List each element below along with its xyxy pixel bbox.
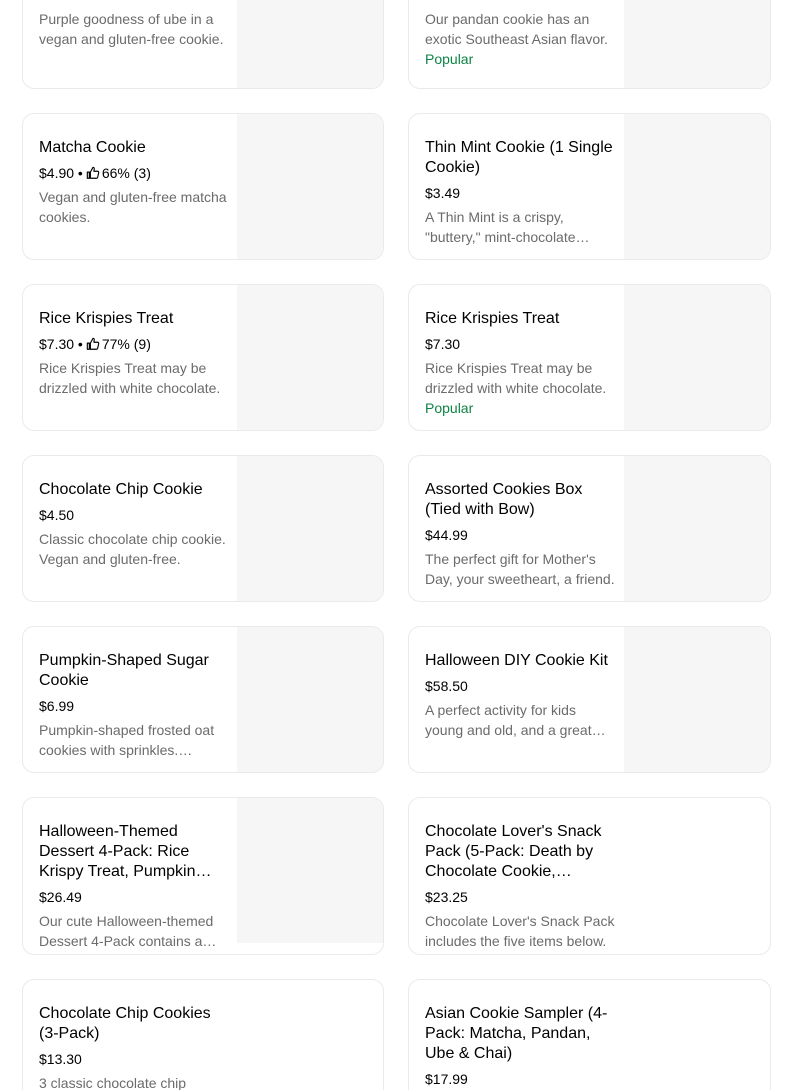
item-meta	[425, 676, 615, 696]
item-name: Chocolate Chip Cookies (3-Pack)	[39, 1005, 211, 1042]
item-image	[237, 114, 383, 259]
item-meta	[425, 183, 615, 203]
menu-item-card[interactable]	[22, 797, 384, 955]
item-price: $26.49	[39, 889, 82, 905]
item-name: Pumpkin-Shaped Sugar Cookie	[39, 652, 209, 689]
item-description: Pumpkin-shaped frosted oat cookies with sprinkles.	[39, 722, 215, 758]
popular-badge: Popular	[425, 400, 474, 416]
item-image	[624, 0, 770, 88]
item-price: $6.99	[39, 698, 75, 714]
menu-item-card[interactable]	[408, 626, 771, 773]
item-name: Halloween-Themed Dessert 4-Pack: Rice Krispy Treat, Pumpkin	[39, 823, 196, 880]
item-description: 3 classic chocolate chip	[39, 1075, 187, 1090]
menu-item-card[interactable]	[408, 0, 771, 89]
item-description: Chocolate Lover's Snack Pack includes the five items below.	[425, 913, 615, 949]
menu-item-card[interactable]	[408, 797, 771, 955]
item-rating: 66% (3)	[101, 165, 151, 181]
menu-item-card[interactable]	[22, 113, 384, 260]
item-description: A Thin Mint is a crispy, "buttery," mint-chocolate	[425, 209, 576, 245]
item-name: Asian Cookie Sampler (4-Pack: Matcha, Pandan, Ube & Chai)	[425, 1005, 608, 1062]
item-rating: 77% (9)	[101, 336, 151, 352]
item-price: $17.99	[425, 1071, 468, 1087]
menu-item-card[interactable]	[22, 455, 384, 602]
item-description: Classic chocolate chip cookie. Vegan and gluten-free.	[39, 531, 226, 567]
item-name: Matcha Cookie	[39, 139, 146, 156]
item-price: $23.25	[425, 889, 468, 905]
item-description: Vegan and gluten-free matcha cookies.	[39, 189, 227, 225]
item-meta	[425, 525, 615, 545]
item-description: A perfect activity for kids young and old, and a great	[425, 702, 592, 738]
menu-item-card[interactable]	[408, 284, 771, 431]
item-price: $58.50	[425, 678, 468, 694]
item-meta	[39, 696, 229, 716]
separator: •	[74, 336, 83, 352]
menu-item-card[interactable]	[22, 0, 384, 89]
item-price: $7.30	[425, 336, 461, 352]
item-meta	[425, 887, 615, 907]
item-image	[624, 114, 770, 259]
item-description: Rice Krispies Treat may be drizzled with white chocolate.	[425, 360, 607, 396]
item-meta	[39, 1049, 229, 1069]
thumbs-up-icon	[86, 337, 100, 351]
menu-item-card[interactable]	[408, 979, 771, 1090]
item-meta	[39, 334, 229, 354]
separator: •	[74, 165, 83, 181]
item-description: Our pandan cookie has an exotic Southeast Asian flavor.	[425, 11, 608, 47]
item-image	[237, 798, 383, 943]
item-meta	[425, 1069, 615, 1089]
menu-item-card[interactable]	[22, 979, 384, 1090]
item-image	[237, 0, 383, 88]
item-meta	[39, 887, 229, 907]
menu-item-card[interactable]	[22, 284, 384, 431]
item-price: $13.30	[39, 1051, 82, 1067]
menu-item-card[interactable]	[408, 113, 771, 260]
menu-item-card[interactable]	[408, 455, 771, 602]
thumbs-up-icon	[86, 166, 100, 180]
item-image	[237, 285, 383, 430]
item-name: Rice Krispies Treat	[39, 310, 174, 327]
item-meta	[39, 505, 229, 525]
item-price: $44.99	[425, 527, 468, 543]
item-description: The perfect gift for Mother's Day, your sweetheart, a friend.	[425, 551, 615, 587]
item-price: $3.49	[425, 185, 461, 201]
item-price: $4.90	[39, 165, 75, 181]
item-image	[237, 627, 383, 772]
item-image	[624, 285, 770, 430]
item-name: Rice Krispies Treat	[425, 310, 560, 327]
item-price: $4.50	[39, 507, 75, 523]
item-price: $7.30	[39, 336, 75, 352]
item-name: Chocolate Chip Cookie	[39, 481, 203, 498]
item-meta	[39, 163, 229, 183]
item-image	[624, 456, 770, 601]
item-description: Our cute Halloween-themed Dessert 4-Pack contains a	[39, 913, 214, 949]
item-image	[624, 627, 770, 772]
item-image	[237, 456, 383, 601]
popular-badge: Popular	[425, 51, 474, 67]
item-description: Rice Krispies Treat may be drizzled with white chocolate.	[39, 360, 221, 396]
item-name: Thin Mint Cookie (1 Single Cookie)	[425, 139, 613, 176]
menu-item-card[interactable]	[22, 626, 384, 773]
item-meta	[425, 334, 615, 354]
item-name: Chocolate Lover's Snack Pack (5-Pack: Death by Chocolate Cookie,	[425, 823, 602, 880]
item-name: Halloween DIY Cookie Kit	[425, 652, 608, 669]
item-name: Assorted Cookies Box (Tied with Bow)	[425, 481, 583, 518]
item-description: Purple goodness of ube in a vegan and gluten-free cookie.	[39, 11, 224, 47]
